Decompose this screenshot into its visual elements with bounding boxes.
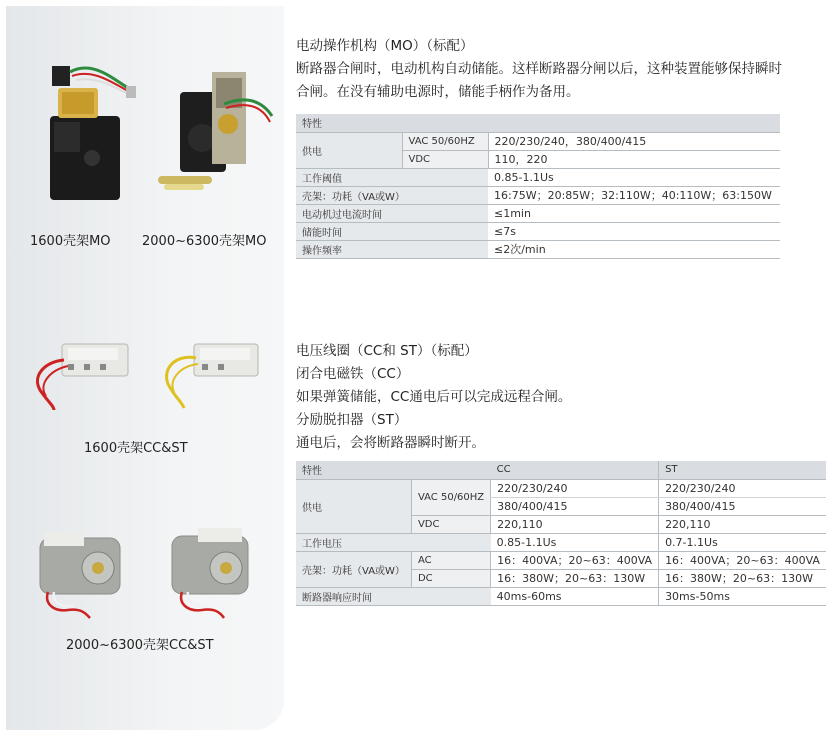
power-label: 壳架：功耗（VA或W） [296, 551, 411, 587]
vac-label: VAC 50/60HZ [402, 132, 488, 150]
ac-cc-value: 16：400VA；20~63：400VA [491, 551, 659, 569]
table-row [296, 222, 780, 240]
table-header-row [296, 114, 780, 132]
table-header-label: 特性 [296, 461, 491, 479]
voltage-cc-value: 0.85-1.1Us [491, 533, 659, 551]
ccst-2000-product-image-1 [28, 526, 136, 620]
table-row [296, 204, 780, 222]
supply-label: 供电 [296, 479, 411, 533]
power-value: 16:75W；20:85W；32:110W；40:110W；63:150W [488, 186, 780, 204]
product-image-panel [6, 6, 284, 730]
frequency-value: ≤2次/min [488, 240, 780, 258]
mo-spec-table [296, 114, 780, 259]
column-header-cc: CC [491, 461, 659, 479]
supply-label: 供电 [296, 132, 402, 168]
vdc-label: VDC [411, 515, 490, 533]
table-row [296, 533, 826, 551]
mo-description-line-2: 合闸。在没有辅助电源时，储能手柄作为备用。 [296, 84, 580, 100]
vac-cc-value-2: 380/400/415 [491, 497, 659, 515]
overcurrent-value: ≤1min [488, 204, 780, 222]
table-row [296, 587, 826, 605]
dc-label: DC [411, 569, 490, 587]
charge-time-value: ≤7s [488, 222, 780, 240]
coil-line-4: 通电后，会将断路器瞬时断开。 [296, 435, 485, 451]
ccst-1600-product-image-1 [24, 336, 136, 414]
vdc-label: VDC [402, 150, 488, 168]
power-label: 壳架：功耗（VA或W） [296, 186, 488, 204]
coil-section-title: 电压线圈（CC和 ST）（标配） [296, 343, 478, 359]
threshold-value: 0.85-1.1Us [488, 168, 780, 186]
vac-cc-value-1: 220/230/240 [491, 479, 659, 497]
vdc-value: 110，220 [488, 150, 780, 168]
ccst-2000-product-image-2 [158, 524, 264, 620]
table-row [296, 479, 826, 497]
mo-section-title: 电动操作机构（MO）（标配） [296, 38, 474, 54]
response-label: 断路器响应时间 [296, 587, 491, 605]
coil-line-1: 闭合电磁铁（CC） [296, 366, 410, 382]
coil-spec-table [296, 461, 826, 606]
overcurrent-label: 电动机过电流时间 [296, 204, 488, 222]
voltage-st-value: 0.7-1.1Us [659, 533, 826, 551]
vac-st-value-1: 220/230/240 [659, 479, 826, 497]
vac-value: 220/230/240，380/400/415 [488, 132, 780, 150]
table-header-label: 特性 [296, 114, 780, 132]
voltage-label: 工作电压 [296, 533, 491, 551]
table-row [296, 186, 780, 204]
table-row [296, 168, 780, 186]
mo-1600-product-image [32, 58, 144, 206]
frequency-label: 操作频率 [296, 240, 488, 258]
vdc-st-value: 220,110 [659, 515, 826, 533]
table-row [296, 240, 780, 258]
charge-time-label: 储能时间 [296, 222, 488, 240]
vac-st-value-2: 380/400/415 [659, 497, 826, 515]
ccst-2000-caption: 2000~6300壳架CC&ST [66, 638, 214, 653]
ccst-1600-caption: 1600壳架CC&ST [84, 441, 188, 456]
mo-2000-caption: 2000~6300壳架MO [142, 234, 267, 249]
column-header-st: ST [659, 461, 826, 479]
mo-description-line-1: 断路器合闸时，电动机构自动储能。这样断路器分闸以后，这种装置能够保持瞬时 [296, 61, 782, 77]
mo-1600-caption: 1600壳架MO [30, 234, 111, 249]
ac-st-value: 16：400VA；20~63：400VA [659, 551, 826, 569]
response-cc-value: 40ms-60ms [491, 587, 659, 605]
ccst-1600-product-image-2 [146, 336, 264, 414]
table-row [296, 132, 780, 150]
table-header-row [296, 461, 826, 479]
coil-line-3: 分励脱扣器（ST） [296, 412, 408, 428]
threshold-label: 工作阈值 [296, 168, 488, 186]
mo-2000-6300-product-image [154, 64, 276, 202]
response-st-value: 30ms-50ms [659, 587, 826, 605]
ac-label: AC [411, 551, 490, 569]
coil-line-2: 如果弹簧储能，CC通电后可以完成远程合闸。 [296, 389, 572, 405]
table-row [296, 551, 826, 569]
vac-label: VAC 50/60HZ [411, 479, 490, 515]
vdc-cc-value: 220,110 [491, 515, 659, 533]
dc-st-value: 16：380W；20~63：130W [659, 569, 826, 587]
dc-cc-value: 16：380W；20~63：130W [491, 569, 659, 587]
